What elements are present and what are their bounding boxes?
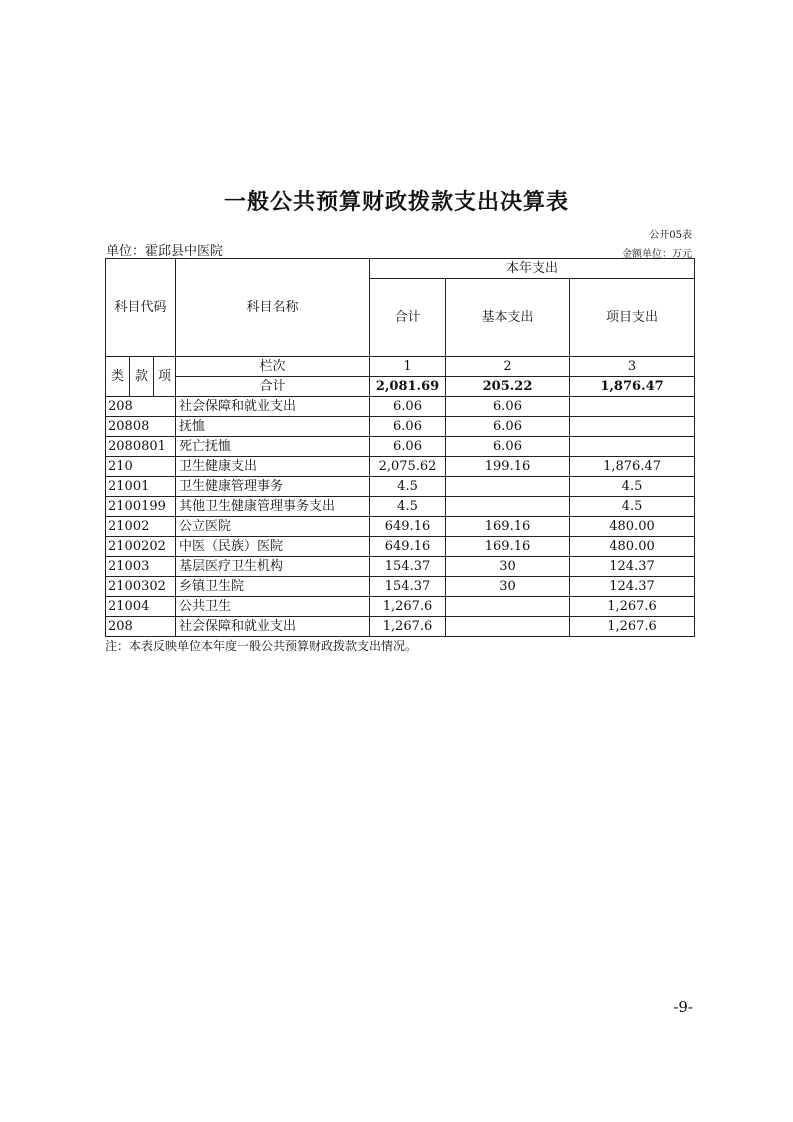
table-row [106, 437, 695, 457]
row-project: 1,267.6 [570, 597, 695, 617]
header-basic: 基本支出 [446, 279, 570, 357]
row-basic: 6.06 [446, 437, 570, 457]
sum-basic: 205.22 [446, 377, 570, 397]
table-row [106, 397, 695, 417]
row-code: 21004 [106, 597, 176, 617]
row-project [570, 417, 695, 437]
row-basic [446, 597, 570, 617]
row-name: 社会保障和就业支出 [176, 397, 370, 417]
row-project: 480.00 [570, 517, 695, 537]
header-lei: 类 [106, 357, 130, 397]
row-project: 4.5 [570, 477, 695, 497]
table-row [106, 497, 695, 517]
row-code: 208 [106, 617, 176, 637]
row-project [570, 397, 695, 417]
row-project: 4.5 [570, 497, 695, 517]
form-number: 公开05表 [649, 230, 692, 241]
table-row [106, 617, 695, 637]
header-current-year: 本年支出 [370, 259, 695, 279]
header-xiang: 项 [154, 357, 176, 397]
row-name: 公共卫生 [176, 597, 370, 617]
row-total: 4.5 [370, 497, 446, 517]
column-label: 栏次 [176, 357, 370, 377]
row-basic: 169.16 [446, 537, 570, 557]
row-name: 社会保障和就业支出 [176, 617, 370, 637]
sum-total: 2,081.69 [370, 377, 446, 397]
sum-project: 1,876.47 [570, 377, 695, 397]
expenditure-table [105, 258, 695, 637]
row-code: 2100202 [106, 537, 176, 557]
table-row [106, 577, 695, 597]
row-basic: 6.06 [446, 417, 570, 437]
table-row [106, 537, 695, 557]
row-name: 乡镇卫生院 [176, 577, 370, 597]
table-row [106, 597, 695, 617]
row-total: 4.5 [370, 477, 446, 497]
table-row [106, 457, 695, 477]
row-name: 卫生健康管理事务 [176, 477, 370, 497]
row-basic: 199.16 [446, 457, 570, 477]
row-code: 21001 [106, 477, 176, 497]
row-project: 1,876.47 [570, 457, 695, 477]
row-total: 154.37 [370, 557, 446, 577]
row-project [570, 437, 695, 457]
row-basic [446, 477, 570, 497]
page-number: -9- [673, 998, 693, 1016]
row-total: 649.16 [370, 517, 446, 537]
row-project: 1,267.6 [570, 617, 695, 637]
row-total: 154.37 [370, 577, 446, 597]
row-name: 死亡抚恤 [176, 437, 370, 457]
row-name: 公立医院 [176, 517, 370, 537]
row-code: 2100302 [106, 577, 176, 597]
row-name: 卫生健康支出 [176, 457, 370, 477]
table-row [106, 417, 695, 437]
row-name: 中医（民族）医院 [176, 537, 370, 557]
row-total: 6.06 [370, 437, 446, 457]
row-total: 2,075.62 [370, 457, 446, 477]
page-title: 一般公共预算财政拨款支出决算表 [223, 189, 569, 215]
col-1: 1 [370, 357, 446, 377]
table-note: 注：本表反映单位本年度一般公共预算财政拨款支出情况。 [105, 639, 418, 653]
row-basic: 169.16 [446, 517, 570, 537]
row-basic: 30 [446, 557, 570, 577]
row-basic [446, 497, 570, 517]
table-row [106, 477, 695, 497]
row-basic: 30 [446, 577, 570, 597]
col-3: 3 [570, 357, 695, 377]
row-project: 480.00 [570, 537, 695, 557]
row-project: 124.37 [570, 557, 695, 577]
row-total: 6.06 [370, 417, 446, 437]
row-code: 208 [106, 397, 176, 417]
header-kuan: 款 [130, 357, 154, 397]
row-code: 2080801 [106, 437, 176, 457]
row-name: 抚恤 [176, 417, 370, 437]
header-name: 科目名称 [176, 259, 370, 357]
row-total: 1,267.6 [370, 597, 446, 617]
row-basic: 6.06 [446, 397, 570, 417]
row-code: 2100199 [106, 497, 176, 517]
col-2: 2 [446, 357, 570, 377]
table-row [106, 517, 695, 537]
row-code: 21003 [106, 557, 176, 577]
row-name: 其他卫生健康管理事务支出 [176, 497, 370, 517]
row-basic [446, 617, 570, 637]
row-total: 649.16 [370, 537, 446, 557]
row-code: 21002 [106, 517, 176, 537]
header-total: 合计 [370, 279, 446, 357]
row-project: 124.37 [570, 577, 695, 597]
row-code: 20808 [106, 417, 176, 437]
table-row [106, 557, 695, 577]
row-total: 1,267.6 [370, 617, 446, 637]
unit-label: 单位：霍邱县中医院 [106, 244, 224, 259]
row-name: 基层医疗卫生机构 [176, 557, 370, 577]
amount-unit-label: 金额单位：万元 [622, 249, 692, 260]
row-total: 6.06 [370, 397, 446, 417]
row-code: 210 [106, 457, 176, 477]
sum-label: 合计 [176, 377, 370, 397]
header-code: 科目代码 [106, 259, 176, 357]
header-project: 项目支出 [570, 279, 695, 357]
